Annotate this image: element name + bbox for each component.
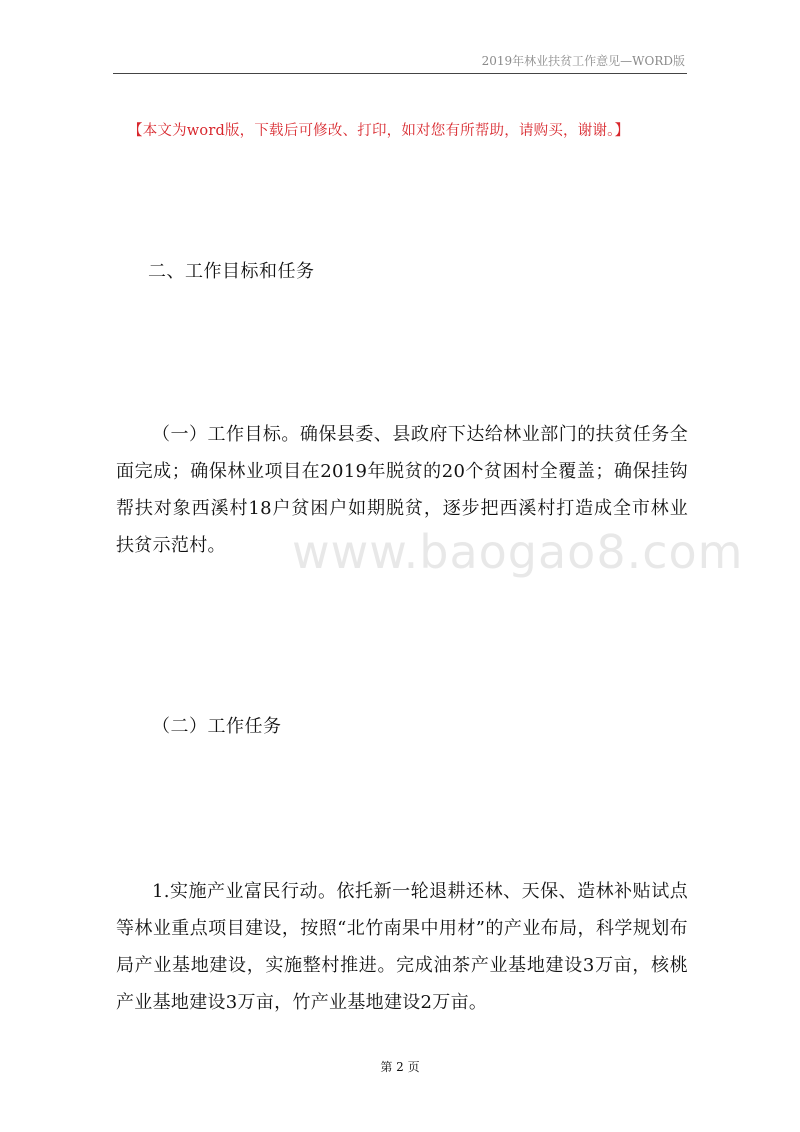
- purchase-notice: 【本文为word版，下载后可修改、打印，如对您有所帮助，请购买，谢谢。】: [128, 123, 630, 139]
- section-heading: 二、工作目标和任务: [148, 261, 315, 282]
- task1-paragraph: 1.实施产业富民行动。依托新一轮退耕还林、天保、造林补贴试点等林业重点项目建设，按照“北竹南果中用材”的产业布局，科学规划布局产业基地建设，实施整村推进。完成油茶产业基地建设3万亩，核桃产业基地建设3万亩，竹产业基地建设2万亩。: [116, 881, 688, 1013]
- tasks-heading: （二）工作任务: [152, 716, 282, 737]
- page-number: 第 2 页: [380, 1060, 420, 1074]
- watermark: www.baogao8.com: [292, 525, 744, 579]
- goal-paragraph: （一）工作目标。确保县委、县政府下达给林业部门的扶贫任务全面完成；确保林业项目在2019年脱贫的20个贫困村全覆盖；确保挂钩帮扶对象西溪村18户贫困户如期脱贫，逐步把西溪村打造成全市林业扶贫示范村。: [116, 424, 688, 556]
- header-title: 2019年林业扶贫工作意见—WORD版: [481, 54, 685, 68]
- header-rule: [113, 73, 687, 74]
